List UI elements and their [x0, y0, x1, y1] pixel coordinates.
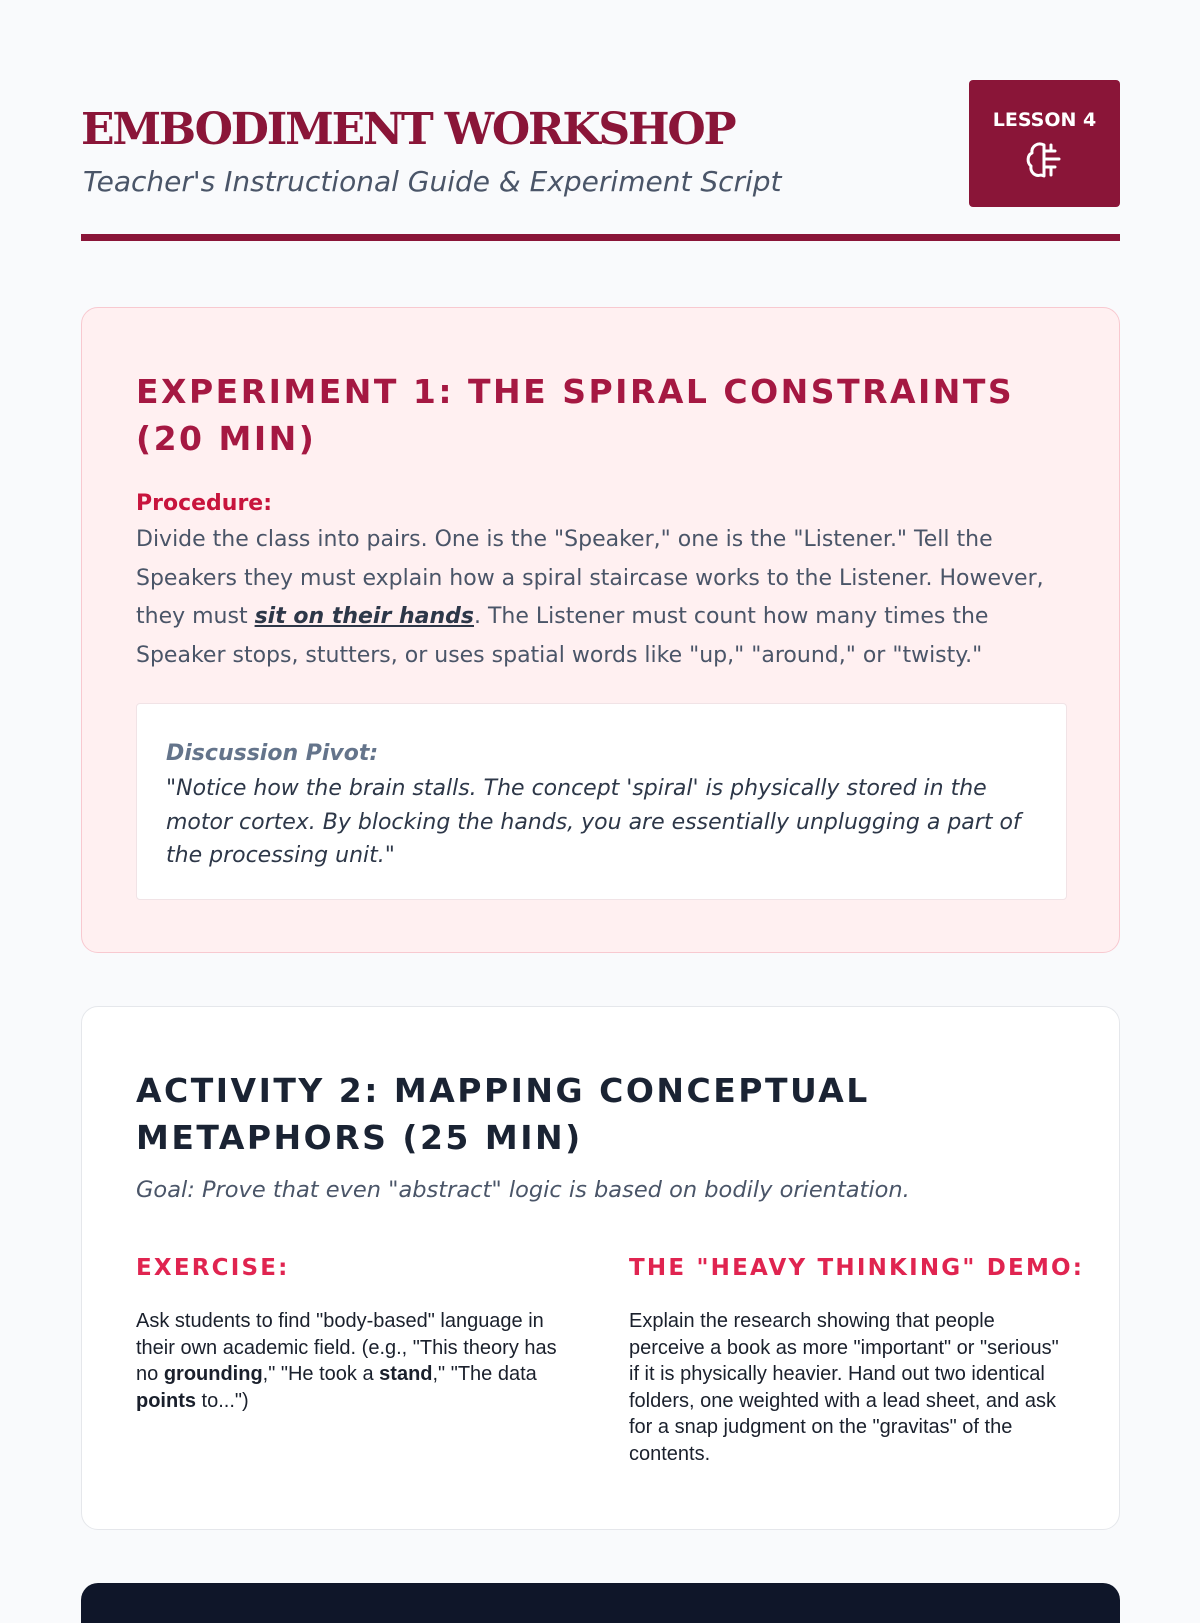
header-rule	[81, 234, 1120, 241]
lesson-badge	[969, 80, 1120, 207]
discussion-pivot-quote: "Notice how the brain stalls. The concept 'spiral' is physically stored in the motor cortex. By blocking the hands, you are essentially unplugging a part of the processing unit."	[166, 776, 1021, 868]
procedure-text-part: . The Listener must count how many times the Speaker stops, stutters, or uses spatial words like "up," "around," or "twisty."	[136, 604, 989, 668]
lesson-label: LESSON 4	[992, 109, 1097, 131]
exercise-heading: EXERCISE:	[136, 1255, 290, 1281]
exercise-keyword: grounding	[163, 1363, 263, 1385]
exercise-keyword: points	[136, 1389, 196, 1412]
activity-2-heading: ACTIVITY 2: MAPPING CONCEPTUAL METAPHORS (25 MIN)	[136, 1071, 870, 1157]
discussion-pivot-label: Discussion Pivot:	[166, 741, 379, 766]
activity-2-goal: Goal: Prove that even "abstract" logic is based on bodily orientation.	[136, 1177, 910, 1203]
exercise-keyword: stand	[379, 1363, 433, 1385]
exercise-text-part: Ask students to find "body-based" language in their own academic field. (e.g., "This theory has no	[136, 1310, 557, 1385]
exercise-text-part: ," "The data	[432, 1363, 537, 1385]
exercise-text-part: to...")	[196, 1389, 249, 1412]
next-section-card	[81, 1583, 1120, 1623]
demo-heading: THE "HEAVY THINKING" DEMO:	[629, 1255, 1085, 1281]
exercise-text-part: ," "He took a	[262, 1363, 380, 1385]
header	[81, 80, 1120, 241]
exercise-text	[136, 1308, 576, 1414]
activity-2-card	[81, 1006, 1120, 1530]
page-title: EMBODIMENT WORKSHOP	[81, 104, 735, 155]
discussion-pivot-box	[136, 703, 1067, 900]
procedure-label: Procedure:	[136, 491, 273, 516]
experiment-1-heading: EXPERIMENT 1: THE SPIRAL CONSTRAINTS (20 MIN)	[136, 372, 1015, 458]
procedure-emphasis: sit on their hands	[254, 604, 474, 629]
experiment-1-card	[81, 307, 1120, 953]
procedure-text	[136, 521, 1066, 675]
brain-icon	[1025, 140, 1063, 180]
procedure-text-part: Divide the class into pairs. One is the "Speaker," one is the "Listener." Tell the Speakers they must explain how a spiral staircase works to the Listener. However, they must	[136, 527, 1044, 629]
page-subtitle: Teacher's Instructional Guide & Experiment Script	[83, 165, 782, 198]
demo-text: Explain the research showing that people perceive a book as more "important" or "serious" if it is physically heavier. Hand out two identical folders, one weighted with a lead sheet, and ask for a snap judgment on the "gravitas" of the contents.	[629, 1310, 1059, 1465]
